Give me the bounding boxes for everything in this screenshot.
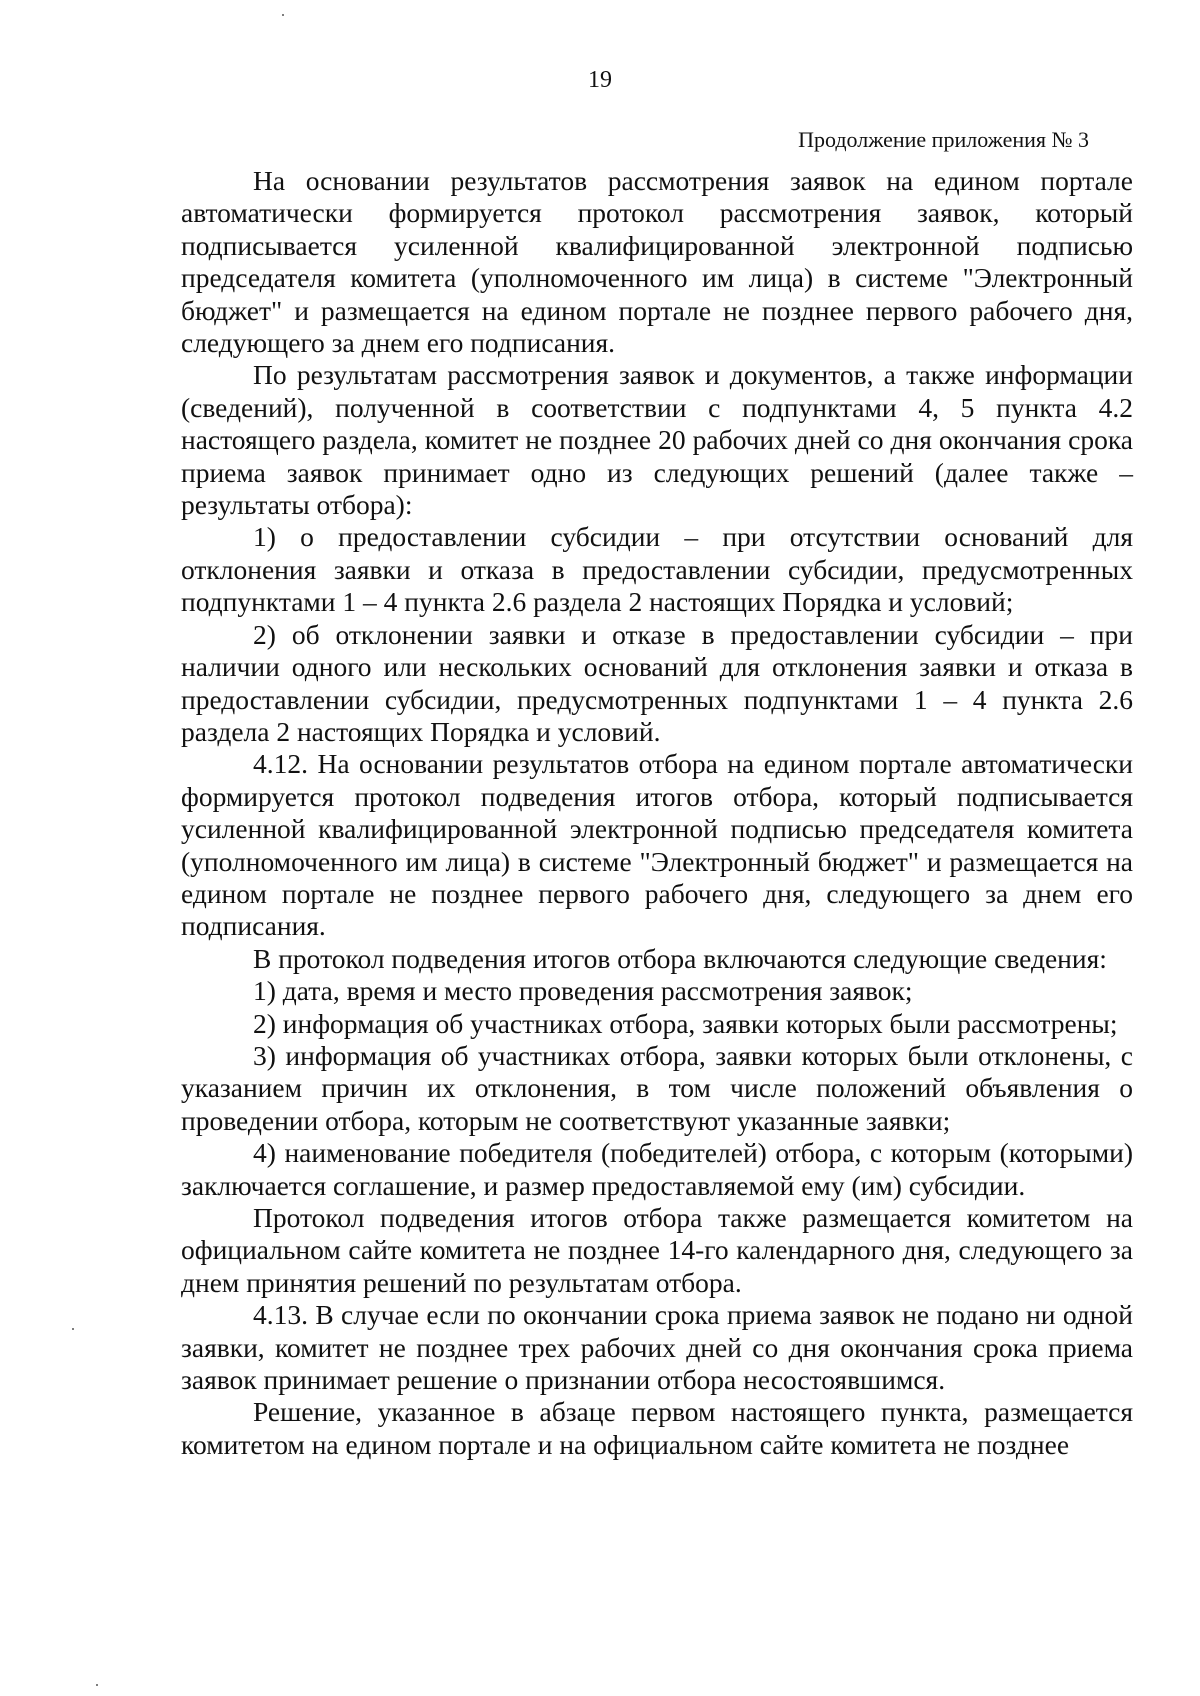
document-body bbox=[181, 165, 1133, 1461]
paragraph: Протокол подведения итогов отбора также размещается комитетом на официальном сайте комитета не позднее 14-го календарного дня, следующего за днем принятия решений по результатам отбора. bbox=[181, 1202, 1133, 1298]
list-item: 3) информация об участниках отбора, заявки которых были отклонены, с указанием причин их отклонения, в том числе положений объявления о проведении отбора, которым не соответствуют указанные заявки; bbox=[181, 1039, 1133, 1136]
paragraph: 4.13. В случае если по окончании срока приема заявок не подано ни одной заявки, комитет не позднее трех рабочих дней со дня окончания срока приема заявок принимает решение о признании отбора несостоявшимся. bbox=[181, 1299, 1133, 1396]
scan-speck bbox=[282, 14, 284, 16]
page-number: 19 bbox=[588, 67, 612, 93]
scan-speck bbox=[72, 1328, 74, 1330]
paragraph: По результатам рассмотрения заявок и документов, а также информации (сведений), полученной в соответствии с подпунктами 4, 5 пункта 4.2 настоящего раздела, комитет не позднее 20 рабочих дней со дня окончания срока приема заявок принимает одно из следующих решений (далее также – результаты отбора): bbox=[181, 359, 1133, 521]
paragraph: На основании результатов рассмотрения заявок на едином портале автоматически формируется протокол рассмотрения заявок, который подписывается усиленной квалифицированной электронной подписью председателя комитета (уполномоченного им лица) в системе "Электронный бюджет" и размещается на едином портале не позднее первого рабочего дня, следующего за днем его подписания. bbox=[181, 165, 1133, 359]
list-item: 2) информация об участниках отбора, заявки которых были рассмотрены; bbox=[253, 1007, 1118, 1039]
paragraph: 4.12. На основании результатов отбора на едином портале автоматически формируется протокол подведения итогов отбора, который подписывается усиленной квалифицированной электронной подписью председателя комитета (уполномоченного им лица) в системе "Электронный бюджет" и размещается на едином портале не позднее первого рабочего дня, следующего за днем его подписания. bbox=[181, 748, 1133, 942]
scan-speck bbox=[96, 1684, 98, 1686]
list-item: 2) об отклонении заявки и отказе в предоставлении субсидии – при наличии одного или нескольких оснований для отклонения заявки и отказа в предоставлении субсидии, предусмотренных подпунктами 1 – 4 пункта 2.6 раздела 2 настоящих Порядка и условий. bbox=[181, 618, 1133, 747]
appendix-note: Продолжение приложения № 3 bbox=[798, 127, 1089, 152]
paragraph: В протокол подведения итогов отбора включаются следующие сведения: bbox=[253, 942, 1107, 974]
list-item: 1) дата, время и место проведения рассмотрения заявок; bbox=[253, 975, 913, 1007]
list-item: 1) о предоставлении субсидии – при отсутствии оснований для отклонения заявки и отказа в предоставлении субсидии, предусмотренных подпунктами 1 – 4 пункта 2.6 раздела 2 настоящих Порядка и условий; bbox=[181, 521, 1133, 618]
paragraph: Решение, указанное в абзаце первом настоящего пункта, размещается комитетом на едином портале и на официальном сайте комитета не позднее bbox=[181, 1396, 1133, 1460]
list-item: 4) наименование победителя (победителей) отбора, с которым (которыми) заключается соглашение, и размер предоставляемой ему (им) субсидии. bbox=[181, 1137, 1133, 1201]
